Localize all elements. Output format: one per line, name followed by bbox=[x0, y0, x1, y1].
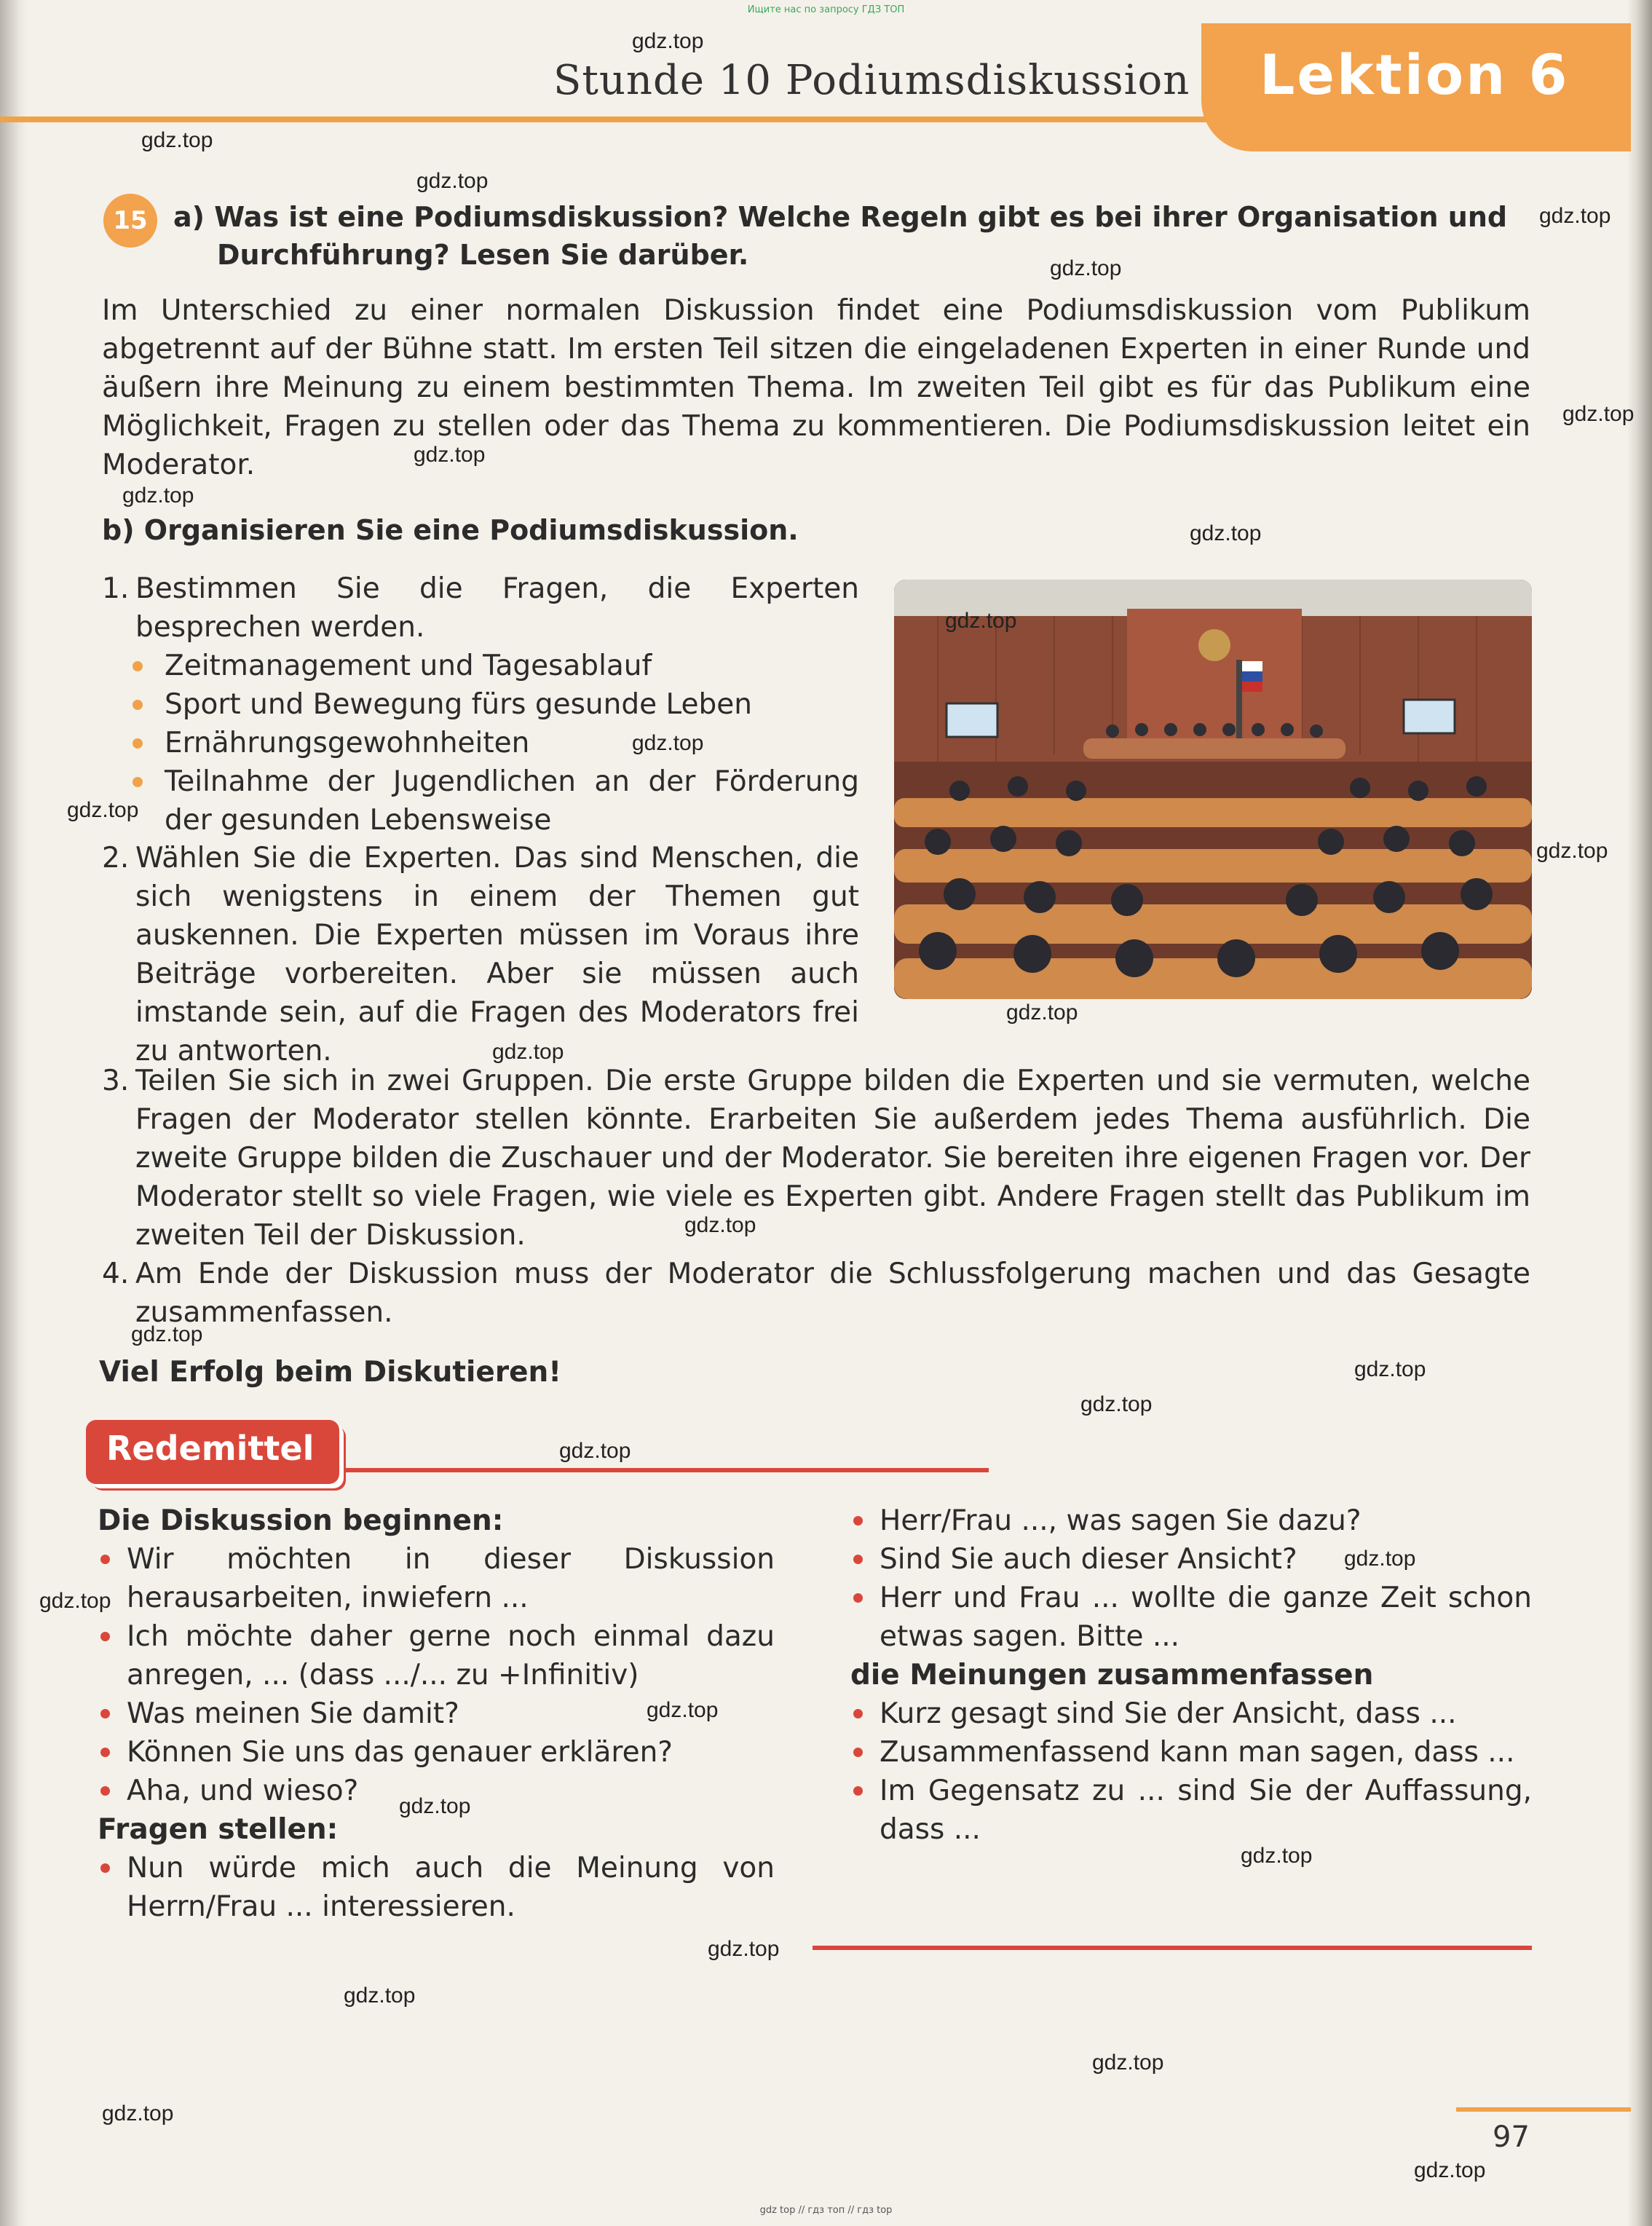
watermark: gdz.top bbox=[1190, 521, 1262, 545]
watermark: gdz.top bbox=[632, 731, 704, 755]
watermark: gdz.top bbox=[67, 798, 139, 822]
lektion-label: Lektion 6 bbox=[1260, 42, 1570, 107]
section-heading: Die Diskussion beginnen: bbox=[98, 1504, 504, 1537]
step-text: Wählen Sie die Experten. Das sind Menschen, die sich wenigstens in einem der Themen gut auskennen. Die Experten müssen im Voraus ihre Beiträge vorbereiten. Aber sie müssen auch imstande sein, auf die Fragen des Moderators frei zu antworten. bbox=[135, 842, 859, 1067]
watermark: gdz.top bbox=[1080, 1392, 1153, 1416]
watermark: gdz.top bbox=[684, 1213, 756, 1237]
phrase-item: Können Sie uns das genauer erklären? bbox=[98, 1733, 775, 1772]
topic-item: Teilnahme der Jugendlichen an der Förderung der gesunden Lebensweise bbox=[131, 762, 859, 840]
step-4 bbox=[102, 1255, 1530, 1332]
watermark: gdz.top bbox=[492, 1040, 564, 1064]
step-number: 3. bbox=[102, 1065, 130, 1097]
watermark: gdz.top bbox=[102, 2101, 174, 2126]
phrase-item: Herr/Frau ..., was sagen Sie dazu? bbox=[850, 1501, 1532, 1540]
watermark: gdz.top bbox=[131, 1322, 203, 1346]
phrase-item: Sind Sie auch dieser Ansicht? bbox=[850, 1540, 1532, 1579]
phrase-item: Im Gegensatz zu ... sind Sie der Auffassung, dass ... bbox=[850, 1772, 1532, 1849]
watermark: gdz.top bbox=[1536, 839, 1608, 863]
steps-3-4 bbox=[102, 1062, 1530, 1332]
section-end-rule bbox=[813, 1946, 1532, 1950]
intro-paragraph: Im Unterschied zu einer normalen Diskussion findet eine Podiumsdiskussion vom Publikum abgetrennt auf der Bühne statt. Im ersten Teil sitzen die eingeladenen Experten in einer Runde und äußern ihre Meinung zu einem bestimmten Thema. Im zweiten Teil gibt es für das Publikum eine Möglichkeit, Fragen zu stellen oder das Thema zu kommentieren. Die Podiumsdiskussion leitet ein Moderator. bbox=[102, 294, 1530, 481]
redemittel-right-column bbox=[850, 1501, 1532, 1849]
watermark: gdz.top bbox=[1562, 402, 1635, 426]
topic-item: Ernährungsgewohnheiten bbox=[131, 724, 859, 762]
top-notice: Ищите нас по запросу ГДЗ ТОП bbox=[747, 4, 905, 15]
task-a-line1: a) Was ist eine Podiumsdiskussion? Welche Regeln gibt es bei ihrer Organisation und bbox=[173, 201, 1508, 233]
watermark: gdz.top bbox=[39, 1589, 111, 1613]
watermark: gdz.top bbox=[399, 1794, 471, 1818]
watermark: gdz.top bbox=[1050, 256, 1122, 280]
bottom-notice: gdz top // гдз топ // гдз top bbox=[759, 2205, 893, 2216]
phrase-item: Ich möchte daher gerne noch einmal dazu anregen, ... (dass .../... zu +Infinitiv) bbox=[98, 1617, 775, 1694]
topic-list bbox=[131, 647, 859, 840]
step-text: Teilen Sie sich in zwei Gruppen. Die erste Gruppe bilden die Experten und sie vermuten, welche Fragen der Moderator stellen könnte. Erarbeiten Sie außerdem jedes Thema ausführlich. Die zweite Gruppe bilden die Zuschauer und der Moderator. Sie bereiten ihre eigenen Fragen vor. Der Moderator stellt so viele Fragen, wie viele es Experten gibt. Andere Fragen stellt das Publikum im zweiten Teil der Diskussion. bbox=[135, 1065, 1530, 1252]
topic-item: Zeitmanagement und Tagesablauf bbox=[131, 647, 859, 685]
phrase-item: Was meinen Sie damit? bbox=[98, 1694, 775, 1733]
step-number: 1. bbox=[102, 572, 130, 605]
phrase-item: Aha, und wieso? bbox=[98, 1772, 775, 1810]
redemittel-label: Redemittel bbox=[106, 1429, 315, 1468]
conference-hall-photo bbox=[894, 580, 1532, 999]
section-heading: Fragen stellen: bbox=[98, 1813, 339, 1846]
step-number: 2. bbox=[102, 842, 130, 875]
topic-item: Sport und Bewegung fürs gesunde Leben bbox=[131, 685, 859, 724]
watermark: gdz.top bbox=[1354, 1357, 1426, 1381]
page-number: 97 bbox=[1493, 2120, 1530, 2154]
watermark: gdz.top bbox=[122, 484, 194, 508]
phrase-item: Zusammenfassend kann man sagen, dass ... bbox=[850, 1733, 1532, 1772]
watermark: gdz.top bbox=[632, 29, 704, 53]
phrase-item: Herr und Frau ... wollte die ganze Zeit schon etwas sagen. Bitte ... bbox=[850, 1579, 1532, 1656]
watermark: gdz.top bbox=[1344, 1547, 1416, 1571]
step-1 bbox=[102, 569, 859, 647]
step-2 bbox=[102, 839, 859, 1070]
page-edge-shadow bbox=[1627, 0, 1652, 2226]
watermark: gdz.top bbox=[647, 1698, 719, 1722]
watermark: gdz.top bbox=[708, 1937, 780, 1961]
task-a-heading bbox=[173, 198, 1535, 274]
watermark: gdz.top bbox=[1092, 2051, 1164, 2075]
watermark: gdz.top bbox=[344, 1984, 416, 2008]
watermark: gdz.top bbox=[416, 169, 489, 193]
header-rule bbox=[0, 117, 1238, 122]
phrase-item: Kurz gesagt sind Sie der Ansicht, dass ... bbox=[850, 1694, 1532, 1733]
section-heading: die Meinungen zusammenfassen bbox=[850, 1659, 1374, 1692]
step-text: Bestimmen Sie die Fragen, die Experten besprechen werden. bbox=[135, 572, 859, 644]
watermark: gdz.top bbox=[945, 609, 1017, 633]
watermark: gdz.top bbox=[141, 128, 213, 152]
watermark: gdz.top bbox=[559, 1439, 631, 1463]
page-spine-shadow bbox=[0, 0, 28, 2226]
watermark: gdz.top bbox=[1414, 2158, 1486, 2182]
task-b-heading: b) Organisieren Sie eine Podiumsdiskussion. bbox=[102, 514, 799, 546]
task-a-line2: Durchführung? Lesen Sie darüber. bbox=[217, 239, 749, 271]
step-3 bbox=[102, 1062, 1530, 1255]
closing-line: Viel Erfolg beim Diskutieren! bbox=[99, 1356, 562, 1389]
watermark: gdz.top bbox=[1241, 1844, 1313, 1868]
watermark: gdz.top bbox=[1006, 1000, 1078, 1025]
watermark: gdz.top bbox=[1539, 204, 1611, 228]
phrase-item: Wir möchten in dieser Diskussion herausarbeiten, inwiefern ... bbox=[98, 1540, 775, 1617]
step-number: 4. bbox=[102, 1258, 130, 1290]
page-number-rule bbox=[1456, 2107, 1631, 2112]
watermark: gdz.top bbox=[414, 443, 486, 467]
step-text: Am Ende der Diskussion muss der Moderator die Schlussfolgerung machen und das Gesagte zusammenfassen. bbox=[135, 1258, 1530, 1329]
phrase-item: Nun würde mich auch die Meinung von Herrn/Frau ... interessieren. bbox=[98, 1849, 775, 1926]
lesson-title: Stunde 10 Podiumsdiskussion bbox=[553, 57, 1190, 104]
task-number-badge: 15 bbox=[103, 194, 157, 248]
